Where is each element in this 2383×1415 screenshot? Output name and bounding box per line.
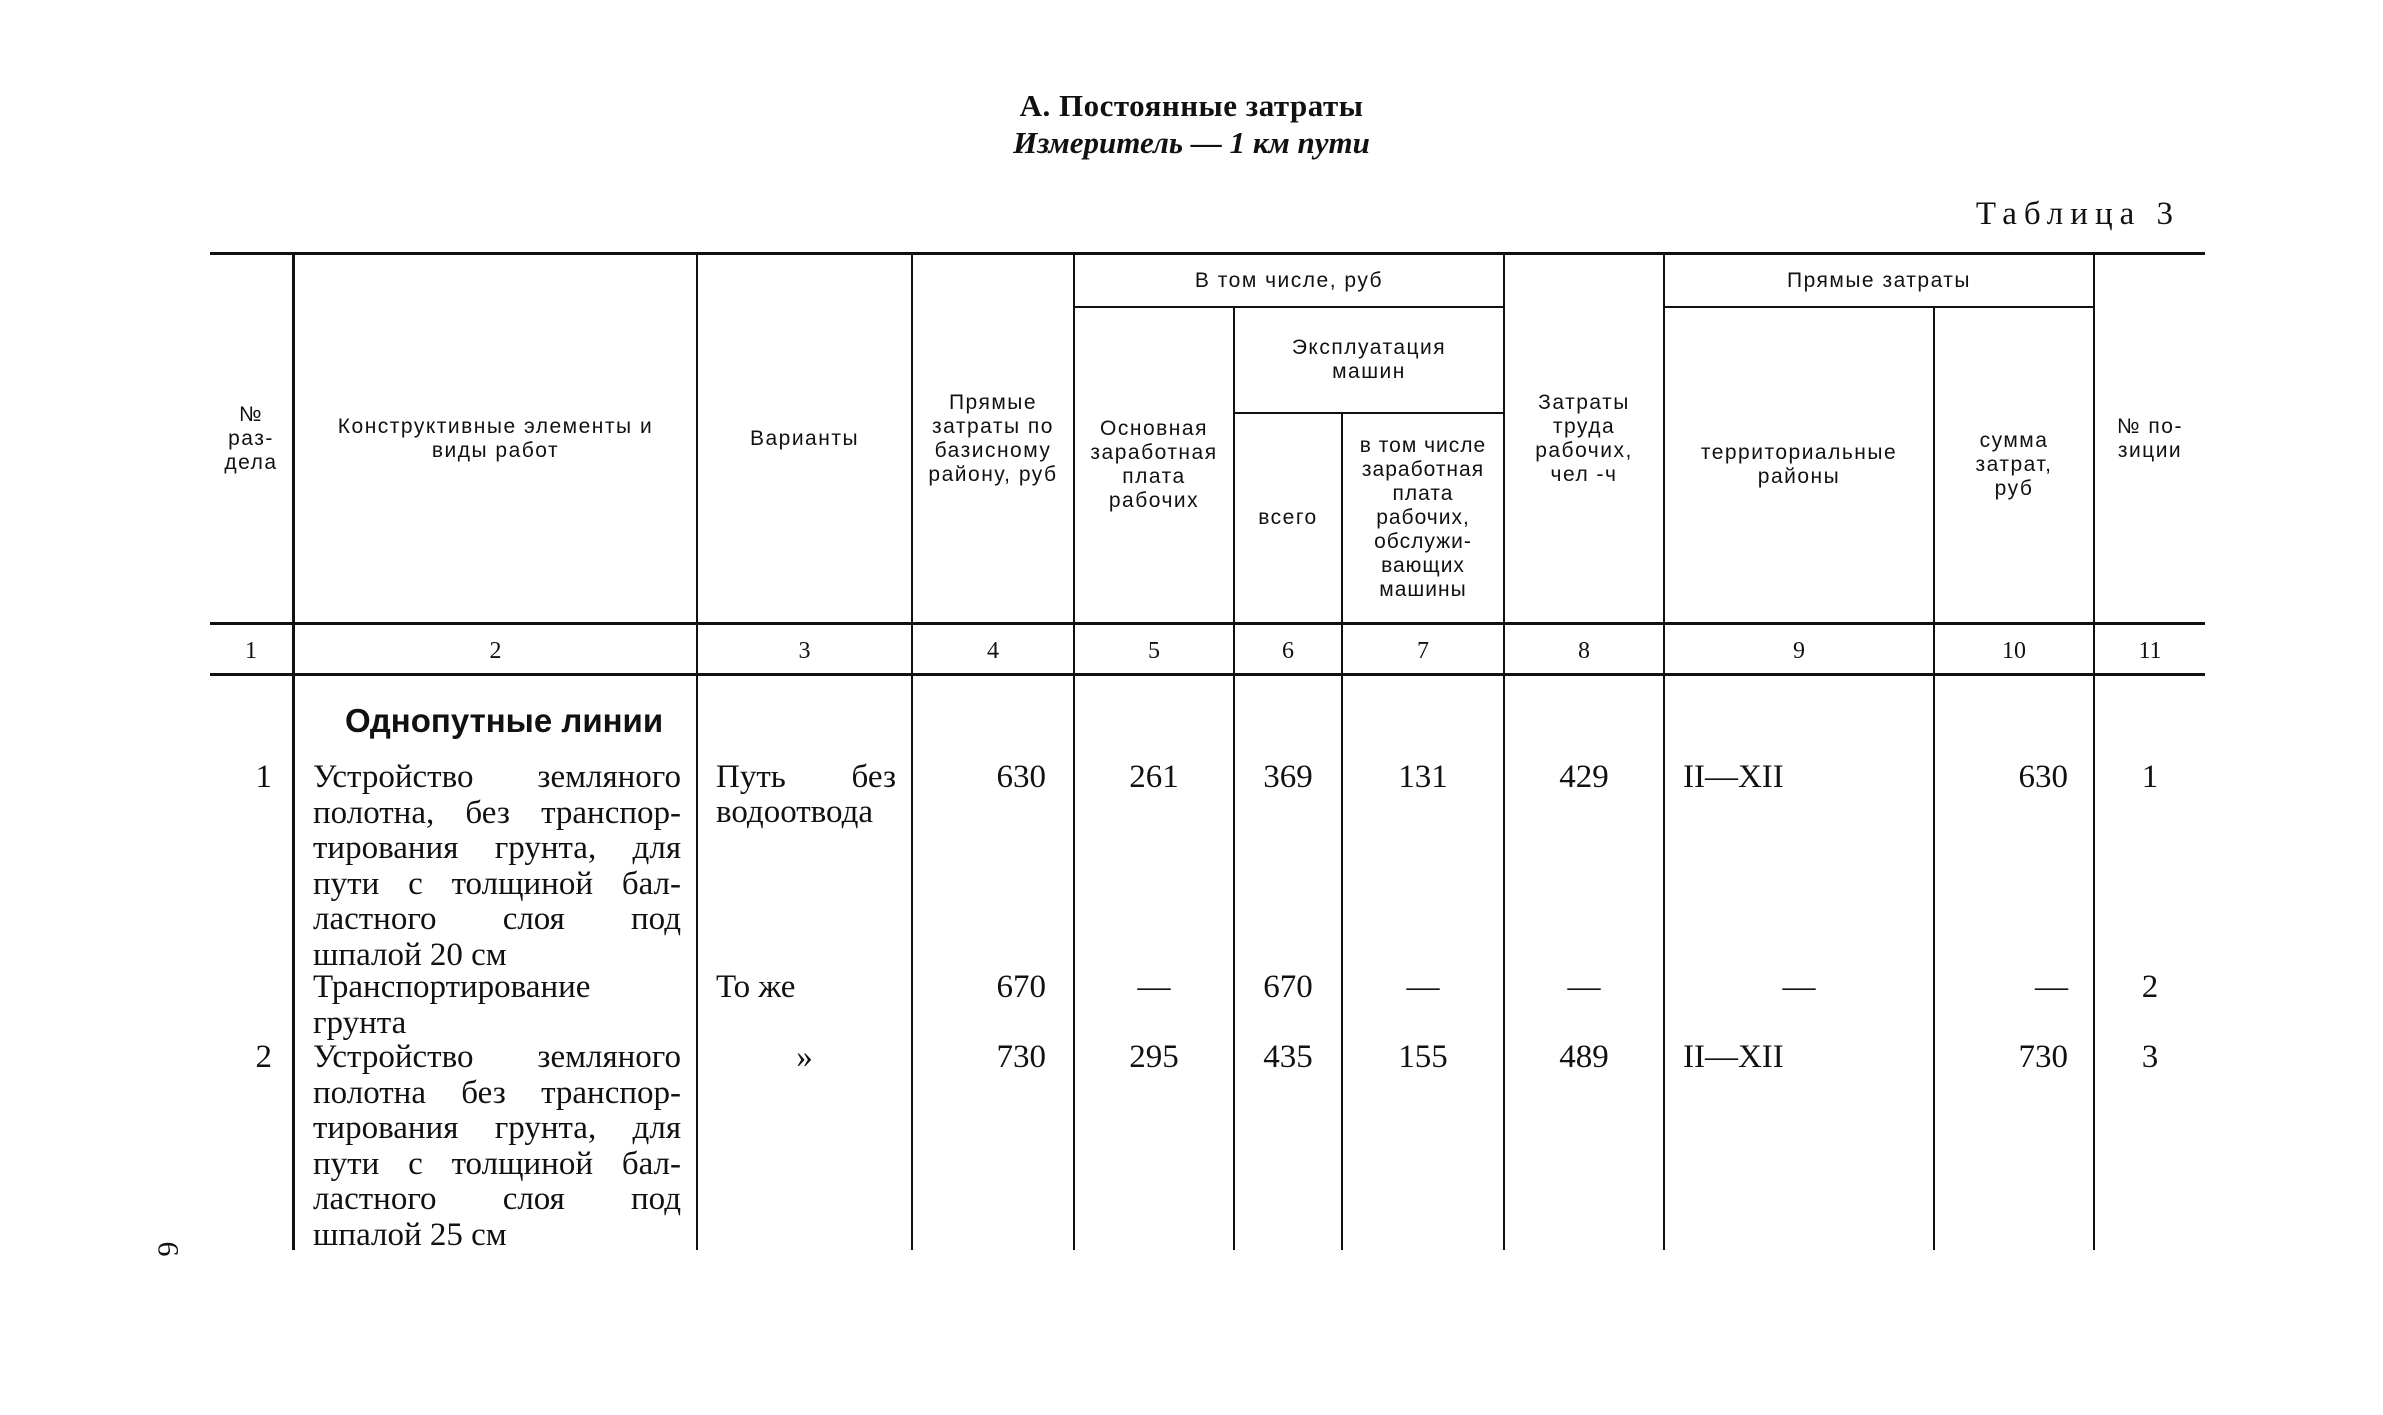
- header-bottom-rule: [210, 622, 2205, 625]
- col-header-sum: сумма затрат, руб: [1975, 429, 2053, 500]
- col-header-machines-wages: в том числе заработная плата рабочих, обслужи-вающих машины: [1359, 434, 1487, 601]
- group-header-including: В том числе, руб: [1194, 268, 1384, 292]
- group-header-direct: Прямые затраты: [1786, 268, 1972, 292]
- row-machines-total: 369: [1263, 759, 1313, 795]
- col-header-labor: Затраты труда рабочих, чел -ч: [1535, 390, 1633, 486]
- col-header-machines-total: всего: [1258, 506, 1318, 529]
- row-sum: 630: [2018, 759, 2068, 795]
- row-variant: То же: [716, 969, 796, 1005]
- row-sum: 730: [2018, 1039, 2068, 1075]
- row-position: 3: [2141, 1039, 2159, 1075]
- row-wages: —: [1137, 969, 1171, 1005]
- col-number: 1: [245, 638, 257, 664]
- row-variant: Путь без водоотвода: [716, 759, 896, 830]
- row-regions: —: [1782, 969, 1816, 1005]
- row-variant: »: [796, 1039, 813, 1075]
- row-description: Устройство земляного полотна без транспор-тирования грунта, для пути с толщиной бал-ластного слоя под шпалой 25 см: [313, 1039, 681, 1253]
- col-number: 8: [1578, 638, 1590, 664]
- col-header-variants: Варианты: [749, 426, 860, 450]
- table-label: Таблица 3: [1975, 196, 2180, 232]
- row-wages: 261: [1129, 759, 1179, 795]
- row-section-no: 1: [255, 759, 272, 795]
- row-labor: 489: [1559, 1039, 1609, 1075]
- page-number: 6: [151, 1241, 185, 1257]
- row-position: 1: [2141, 759, 2159, 795]
- col-number: 7: [1417, 638, 1429, 664]
- row-position: 2: [2141, 969, 2159, 1005]
- group-header-machines: Эксплуатация машин: [1291, 336, 1447, 383]
- row-description: Устройство земляного полотна, без транспор-тирования грунта, для пути с толщиной бал-ластного слоя под шпалой 20 см: [313, 759, 681, 973]
- col-header-section: № раз-дела: [224, 402, 278, 474]
- col-number: 11: [2138, 638, 2162, 664]
- row-sum: —: [2035, 969, 2068, 1005]
- col-number: 10: [2002, 638, 2026, 664]
- row-machines-wages: 155: [1398, 1039, 1448, 1075]
- col-header-position: № по-зиции: [2117, 414, 2183, 462]
- row-machines-total: 435: [1263, 1039, 1313, 1075]
- page-subtitle: Измеритель — 1 км пути: [1013, 125, 1370, 160]
- col-number: 5: [1148, 638, 1160, 664]
- col-number: 4: [987, 638, 999, 664]
- row-description: Транспортирование грунта: [313, 969, 591, 1041]
- row-section-no: 2: [255, 1039, 272, 1075]
- col-header-elements: Конструктивные элементы и виды работ: [337, 414, 654, 462]
- row-labor: 429: [1559, 759, 1609, 795]
- row-regions: II—XII: [1683, 1039, 1784, 1075]
- row-direct-cost: 730: [996, 1039, 1046, 1075]
- row-regions: II—XII: [1683, 759, 1784, 795]
- row-machines-wages: —: [1406, 969, 1440, 1005]
- row-machines-total: 670: [1263, 969, 1313, 1005]
- row-direct-cost: 670: [996, 969, 1046, 1005]
- col-number: 6: [1282, 638, 1294, 664]
- row-direct-cost: 630: [996, 759, 1046, 795]
- col-number: 9: [1793, 638, 1805, 664]
- col-header-regions: территориальные районы: [1700, 441, 1898, 488]
- col-header-direct-cost: Прямые затраты по базисному району, руб: [928, 390, 1058, 486]
- page-title: А. Постоянные затраты: [1019, 88, 1364, 123]
- col-header-wages: Основная заработная плата рабочих: [1090, 417, 1218, 512]
- row-machines-wages: 131: [1398, 759, 1448, 795]
- section-title: Однопутные линии: [345, 702, 664, 739]
- numbers-bottom-rule: [210, 673, 2205, 676]
- row-wages: 295: [1129, 1039, 1179, 1075]
- col-number: 2: [489, 638, 502, 664]
- col-number: 3: [798, 638, 811, 664]
- row-labor: —: [1567, 969, 1601, 1005]
